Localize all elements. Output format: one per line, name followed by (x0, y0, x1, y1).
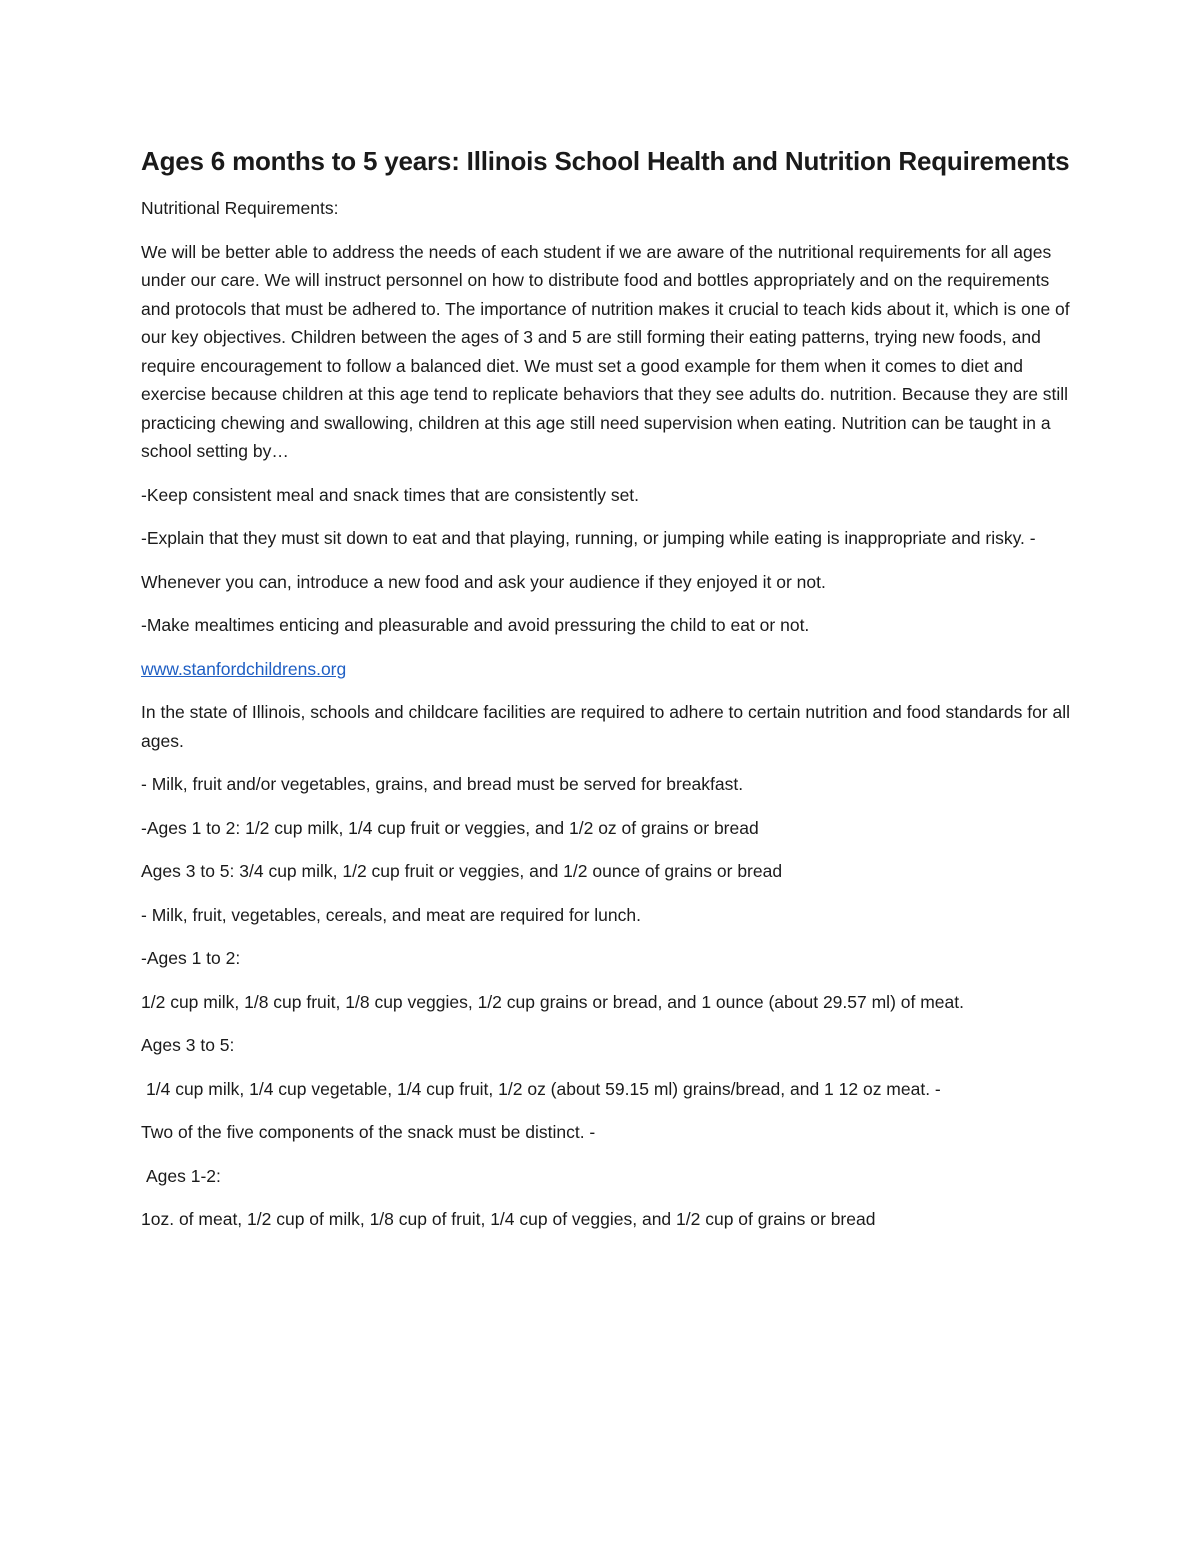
tip-item: -Explain that they must sit down to eat and that playing, running, or jumping while eating is inappropriate and risky. - (141, 528, 1036, 548)
snack-ages-1-2: 1oz. of meat, 1/2 cup of milk, 1/8 cup of fruit, 1/4 cup of veggies, and 1/2 cup of grains or bread (141, 1209, 876, 1229)
lunch-ages-3-5: 1/4 cup milk, 1/4 cup vegetable, 1/4 cup fruit, 1/2 oz (about 59.15 ml) grains/bread, and 1 12 oz meat. - (146, 1078, 941, 1099)
tip-item: -Keep consistent meal and snack times that are consistently set. (141, 484, 640, 505)
breakfast-ages-1-2: -Ages 1 to 2: 1/2 cup milk, 1/4 cup fruit or veggies, and 1/2 oz of grains or bread (141, 817, 759, 838)
lunch-ages-1-2: 1/2 cup milk, 1/8 cup fruit, 1/8 cup veggies, 1/2 cup grains or bread, and 1 ounce (about 29.57 ml) of meat. (141, 991, 964, 1012)
illinois-intro: In the state of Illinois, schools and childcare facilities are required to adhere to certain nutrition and food standards for all ages. (141, 702, 1071, 751)
lunch-ages-1-2-label: -Ages 1 to 2: (141, 948, 241, 968)
source-paragraph (141, 655, 1071, 684)
section-heading: Nutritional Requirements: (141, 198, 339, 218)
lunch-heading: - Milk, fruit, vegetables, cereals, and meat are required for lunch. (141, 904, 641, 925)
tip-item: -Make mealtimes enticing and pleasurable and avoid pressuring the child to eat or not. (141, 615, 810, 635)
document-title: Ages 6 months to 5 years: Illinois School Health and Nutrition Requirements (141, 146, 1070, 176)
breakfast-ages-3-5: Ages 3 to 5: 3/4 cup milk, 1/2 cup fruit or veggies, and 1/2 ounce of grains or bread (141, 861, 783, 881)
breakfast-heading: - Milk, fruit and/or vegetables, grains, and bread must be served for breakfast. (141, 774, 744, 794)
tip-item: Whenever you can, introduce a new food and ask your audience if they enjoyed it or not. (141, 571, 826, 592)
source-link[interactable]: www.stanfordchildrens.org (141, 658, 347, 679)
lunch-ages-3-5-label: Ages 3 to 5: (141, 1035, 235, 1055)
snack-ages-1-2-label: Ages 1-2: (146, 1165, 221, 1186)
snack-heading: Two of the five components of the snack must be distinct. - (141, 1122, 596, 1142)
document-page (141, 140, 1071, 1249)
intro-paragraph: We will be better able to address the needs of each student if we are aware of the nutritional requirements for all ages under our care. We will instruct personnel on how to distribute food and bottles appropriately and on the requirements and protocols that must be adhered to. The importance of nutrition makes it crucial to teach kids about it, which is one of our key objectives. Children between the ages of 3 and 5 are still forming their eating patterns, trying new foods, and require encouragement to follow a balanced diet. We must set a good example for them when it comes to diet and exercise because children at this age tend to replicate behaviors that they see adults do. nutrition. Because they are still practicing chewing and swallowing, children at this age still need supervision when eating. Nutrition can be taught in a school setting by… (141, 241, 1070, 461)
